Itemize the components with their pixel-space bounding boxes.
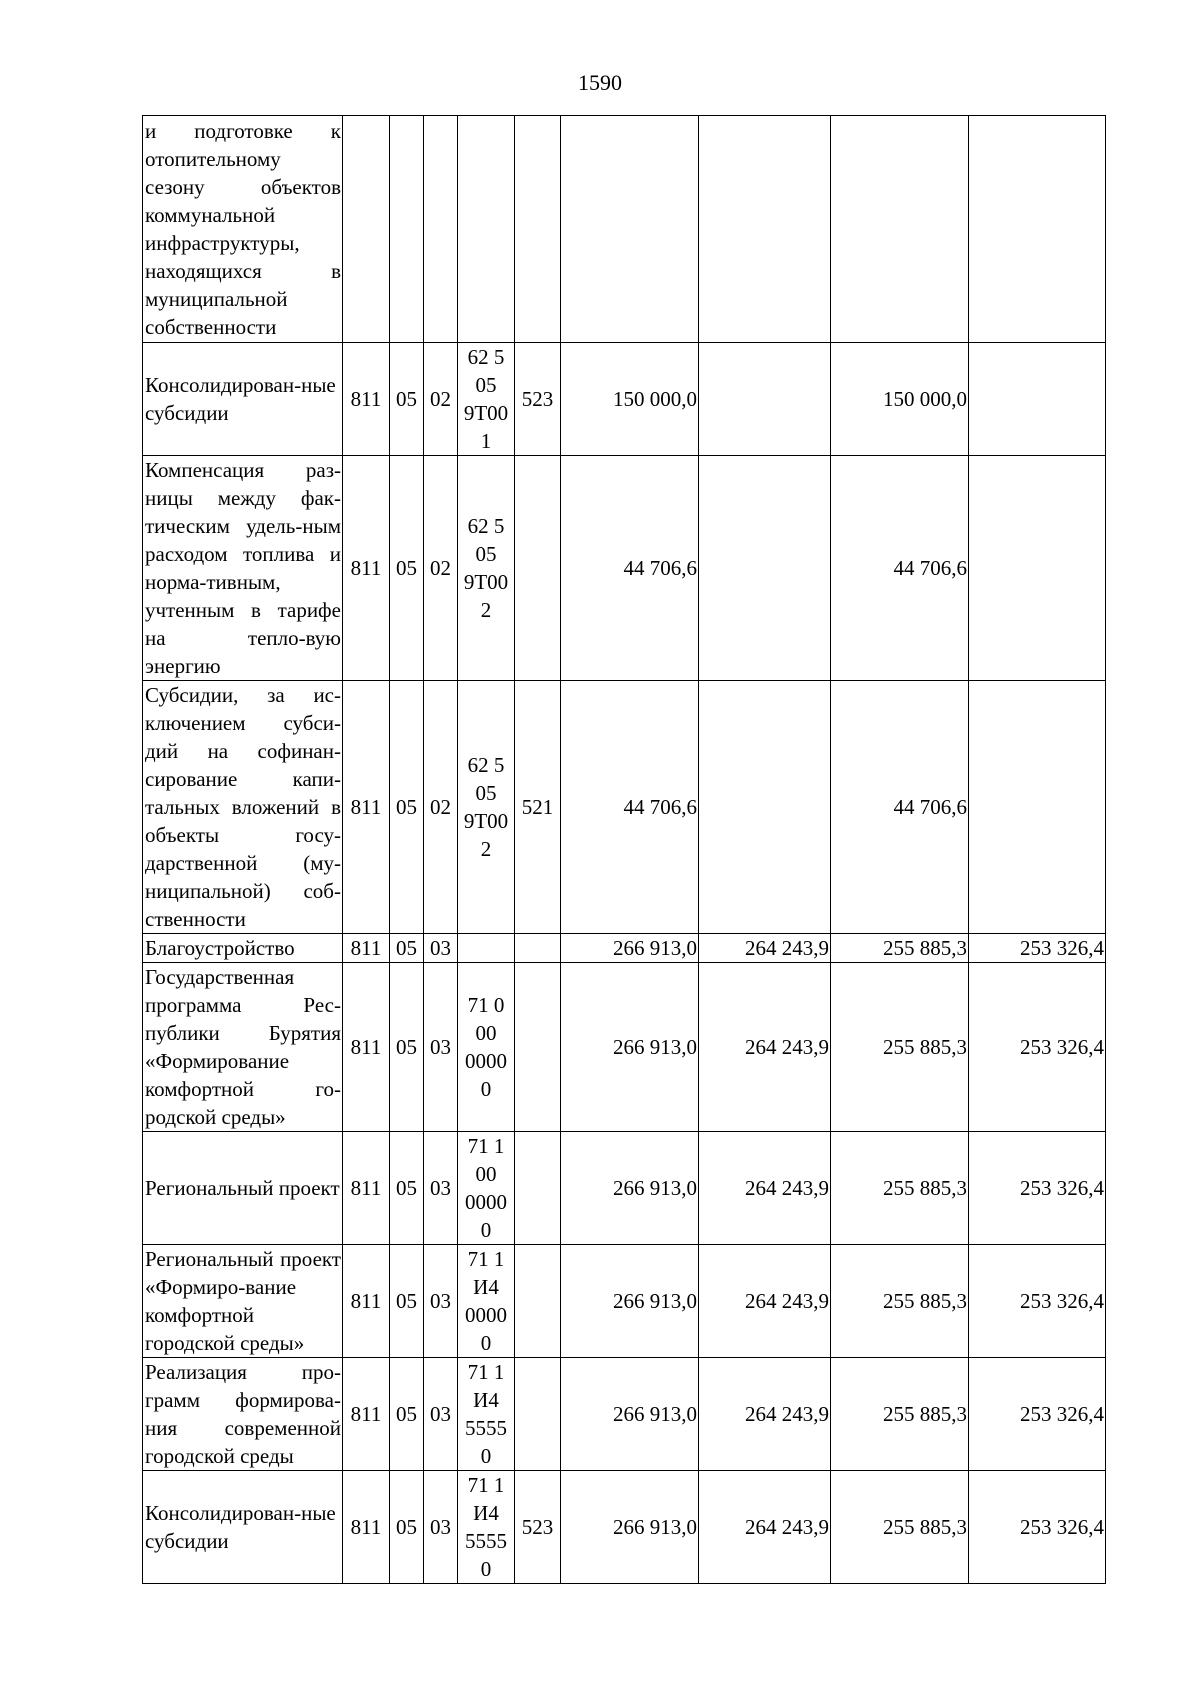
- amount-cell-1: 266 913,0: [561, 1358, 699, 1471]
- amount-cell-4: 253 326,4: [969, 934, 1106, 963]
- expense-type-cell: [515, 116, 561, 343]
- section-code-cell: 05: [390, 1245, 424, 1358]
- amount-cell-2: [699, 456, 831, 681]
- row-name-cell: Государственная программа Рес-публики Бурятия «Формирование комфортной го-родской среды»: [143, 963, 343, 1132]
- table-row: [143, 1471, 1106, 1584]
- admin-code-cell: 811: [343, 1245, 390, 1358]
- subsection-code-cell: 03: [424, 1132, 458, 1245]
- amount-cell-2: 264 243,9: [699, 963, 831, 1132]
- row-name-cell: Региональный проект: [143, 1132, 343, 1245]
- amount-cell-1: 150 000,0: [561, 343, 699, 456]
- row-name-cell: Благоустройство: [143, 934, 343, 963]
- target-article-cell: 62 5 05 9Т00 1: [458, 343, 515, 456]
- row-name-cell: Компенсация раз-ницы между фак-тическим удель-ным расходом топлива и норма-тивным, учтенным в тарифе на тепло-вую энергию: [143, 456, 343, 681]
- table-row: [143, 681, 1106, 934]
- table-row: [143, 116, 1106, 343]
- table-row: [143, 963, 1106, 1132]
- amount-cell-3: 255 885,3: [831, 1471, 969, 1584]
- amount-cell-4: 253 326,4: [969, 1358, 1106, 1471]
- amount-cell-4: [969, 116, 1106, 343]
- subsection-code-cell: 03: [424, 963, 458, 1132]
- subsection-code-cell: 02: [424, 343, 458, 456]
- subsection-code-cell: 03: [424, 1245, 458, 1358]
- amount-cell-3: 255 885,3: [831, 1245, 969, 1358]
- amount-cell-3: 255 885,3: [831, 934, 969, 963]
- admin-code-cell: 811: [343, 1471, 390, 1584]
- amount-cell-3: 255 885,3: [831, 1132, 969, 1245]
- target-article-cell: 62 5 05 9Т00 2: [458, 456, 515, 681]
- amount-cell-4: 253 326,4: [969, 1132, 1106, 1245]
- amount-cell-1: 44 706,6: [561, 456, 699, 681]
- subsection-code-cell: [424, 116, 458, 343]
- section-code-cell: 05: [390, 1471, 424, 1584]
- amount-cell-4: [969, 343, 1106, 456]
- target-article-cell: 71 1 00 0000 0: [458, 1132, 515, 1245]
- expense-type-cell: [515, 1358, 561, 1471]
- subsection-code-cell: 02: [424, 456, 458, 681]
- table-row: [143, 1358, 1106, 1471]
- table-row: [143, 343, 1106, 456]
- section-code-cell: 05: [390, 1132, 424, 1245]
- row-name-cell: Субсидии, за ис-ключением субси-дий на софинан-сирование капи-тальных вложений в объекты госу-дарственной (му-ниципальной) соб-ственности: [143, 681, 343, 934]
- target-article-cell: [458, 116, 515, 343]
- budget-table: [142, 115, 1106, 1584]
- section-code-cell: [390, 116, 424, 343]
- row-name-cell: Консолидирован-ные субсидии: [143, 1471, 343, 1584]
- admin-code-cell: 811: [343, 456, 390, 681]
- expense-type-cell: [515, 963, 561, 1132]
- section-code-cell: 05: [390, 681, 424, 934]
- section-code-cell: 05: [390, 934, 424, 963]
- expense-type-cell: 523: [515, 1471, 561, 1584]
- amount-cell-3: 150 000,0: [831, 343, 969, 456]
- section-code-cell: 05: [390, 456, 424, 681]
- row-name-cell: Консолидирован-ные субсидии: [143, 343, 343, 456]
- amount-cell-3: 255 885,3: [831, 963, 969, 1132]
- amount-cell-1: 266 913,0: [561, 934, 699, 963]
- amount-cell-4: [969, 456, 1106, 681]
- amount-cell-2: [699, 116, 831, 343]
- page-number: 1590: [578, 70, 622, 95]
- amount-cell-1: 266 913,0: [561, 1245, 699, 1358]
- target-article-cell: [458, 934, 515, 963]
- amount-cell-4: 253 326,4: [969, 1471, 1106, 1584]
- subsection-code-cell: 03: [424, 1471, 458, 1584]
- table-row: [143, 934, 1106, 963]
- expense-type-cell: 521: [515, 681, 561, 934]
- section-code-cell: 05: [390, 343, 424, 456]
- row-name-cell: и подготовке к отопительному сезону объектов коммунальной инфраструктуры, находящихся в муниципальной собственности: [143, 116, 343, 343]
- admin-code-cell: 811: [343, 1132, 390, 1245]
- target-article-cell: 71 1 И4 0000 0: [458, 1245, 515, 1358]
- amount-cell-1: [561, 116, 699, 343]
- amount-cell-4: 253 326,4: [969, 963, 1106, 1132]
- target-article-cell: 71 0 00 0000 0: [458, 963, 515, 1132]
- amount-cell-3: 255 885,3: [831, 1358, 969, 1471]
- amount-cell-1: 266 913,0: [561, 1132, 699, 1245]
- subsection-code-cell: 03: [424, 1358, 458, 1471]
- expense-type-cell: [515, 1245, 561, 1358]
- amount-cell-2: [699, 343, 831, 456]
- amount-cell-2: 264 243,9: [699, 1132, 831, 1245]
- amount-cell-3: [831, 116, 969, 343]
- amount-cell-4: 253 326,4: [969, 1245, 1106, 1358]
- admin-code-cell: 811: [343, 343, 390, 456]
- section-code-cell: 05: [390, 1358, 424, 1471]
- amount-cell-4: [969, 681, 1106, 934]
- table-row: [143, 1245, 1106, 1358]
- subsection-code-cell: 03: [424, 934, 458, 963]
- expense-type-cell: 523: [515, 343, 561, 456]
- row-name-cell: Реализация про-грамм формирова-ния современной городской среды: [143, 1358, 343, 1471]
- section-code-cell: 05: [390, 963, 424, 1132]
- admin-code-cell: 811: [343, 681, 390, 934]
- amount-cell-2: 264 243,9: [699, 1358, 831, 1471]
- expense-type-cell: [515, 934, 561, 963]
- admin-code-cell: 811: [343, 963, 390, 1132]
- admin-code-cell: 811: [343, 934, 390, 963]
- amount-cell-3: 44 706,6: [831, 456, 969, 681]
- target-article-cell: 71 1 И4 5555 0: [458, 1471, 515, 1584]
- amount-cell-2: 264 243,9: [699, 1245, 831, 1358]
- amount-cell-2: 264 243,9: [699, 934, 831, 963]
- amount-cell-2: 264 243,9: [699, 1471, 831, 1584]
- amount-cell-3: 44 706,6: [831, 681, 969, 934]
- table-row: [143, 456, 1106, 681]
- amount-cell-1: 44 706,6: [561, 681, 699, 934]
- table-row: [143, 1132, 1106, 1245]
- amount-cell-2: [699, 681, 831, 934]
- subsection-code-cell: 02: [424, 681, 458, 934]
- target-article-cell: 71 1 И4 5555 0: [458, 1358, 515, 1471]
- expense-type-cell: [515, 456, 561, 681]
- row-name-cell: Региональный проект «Формиро-вание комфортной городской среды»: [143, 1245, 343, 1358]
- expense-type-cell: [515, 1132, 561, 1245]
- amount-cell-1: 266 913,0: [561, 1471, 699, 1584]
- admin-code-cell: [343, 116, 390, 343]
- amount-cell-1: 266 913,0: [561, 963, 699, 1132]
- target-article-cell: 62 5 05 9Т00 2: [458, 681, 515, 934]
- admin-code-cell: 811: [343, 1358, 390, 1471]
